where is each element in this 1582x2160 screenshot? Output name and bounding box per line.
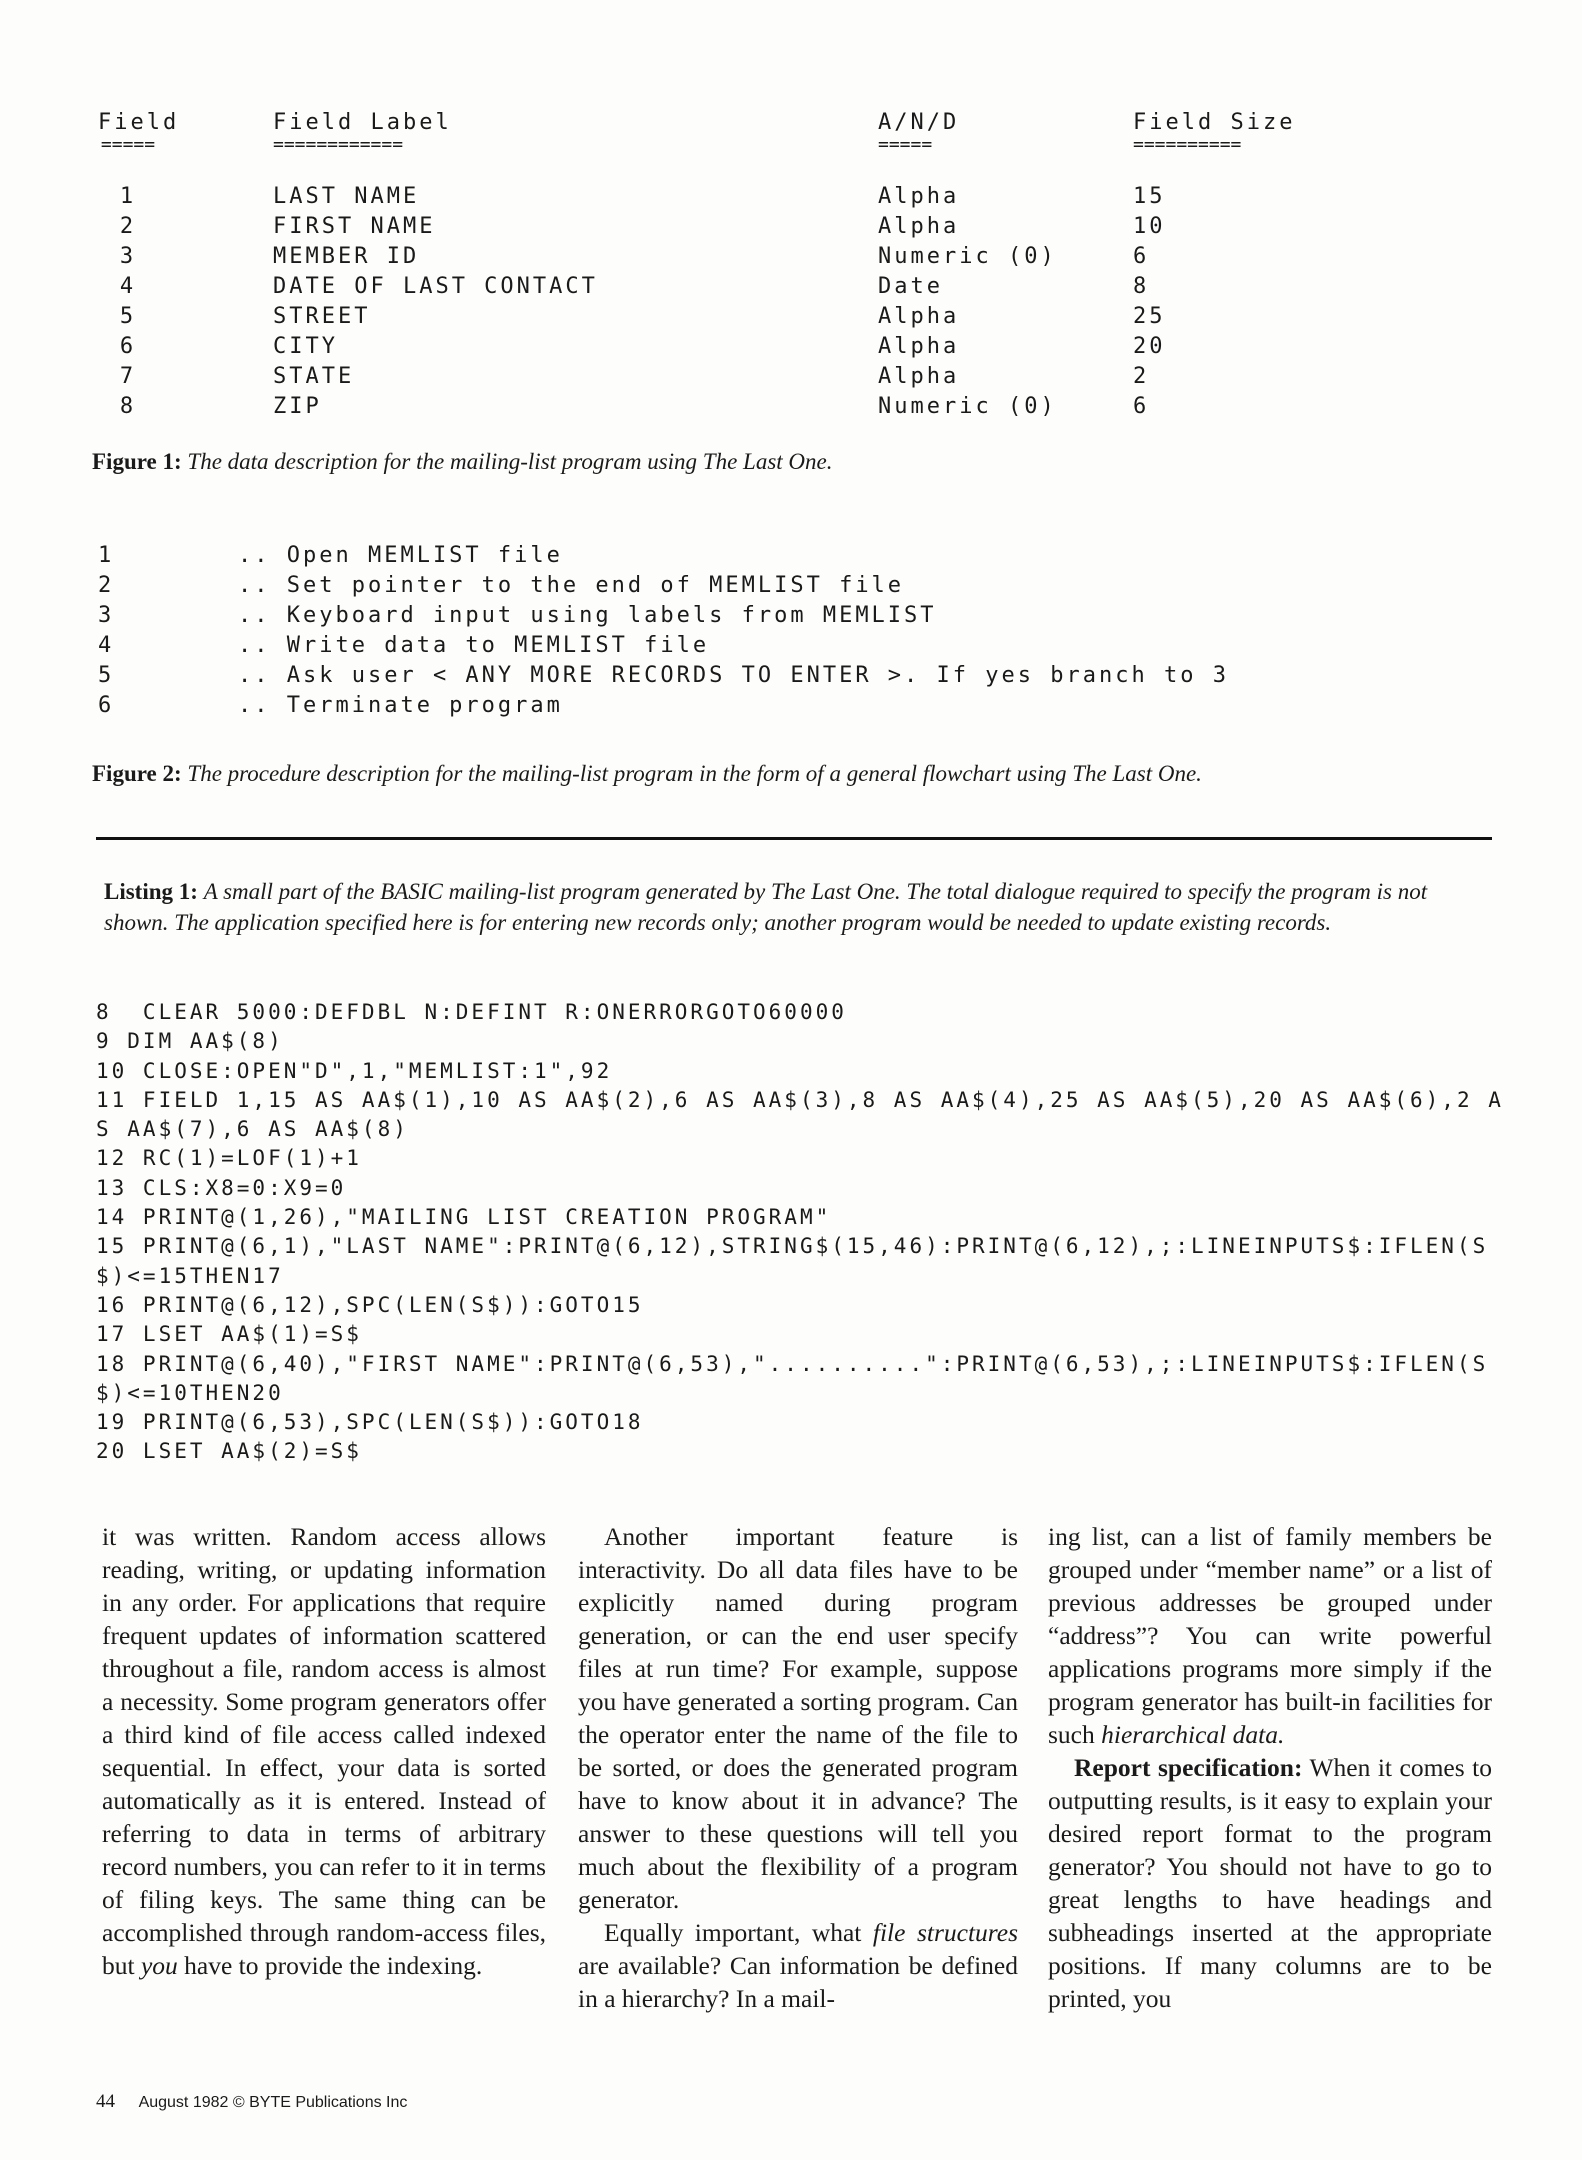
field-type: Numeric (0) [878,244,1057,269]
column-2-paragraph-1: Another important feature is interactivity. Do all data files have to be explicitly named during program generation, or can the end user specify files at run time? For example, suppose you have generated a sorting program. Can the operator enter the name of the file to be sorted, or does the generated program have to know about it in advance? The answer to these questions will tell you much about the flexibility of a program generator. [578,1522,1018,1914]
table-row [98,274,1338,304]
field-type: Alpha [878,304,960,329]
field-number: 5 [119,304,137,329]
code-line: 8 CLEAR 5000:DEFDBL N:DEFINT R:ONERRORGOTO60000 [96,1000,847,1024]
field-type: Alpha [878,334,960,359]
field-label: ZIP [273,394,322,419]
field-type: Numeric (0) [878,394,1057,419]
table-row [98,394,1338,424]
column-3-p2-text: When it comes to outputting results, is it easy to explain your desired report format to the program generator? You should not have to go to great lengths to have headings and subheadings inserted at the appropriate positions. If many columns are to be printed, you [1048,1753,1492,2013]
figure-1-rows [98,184,1338,424]
body-column-1 [102,1520,546,1982]
field-type: Alpha [878,214,960,239]
field-label: FIRST NAME [273,214,436,239]
page-number: 44 [96,2091,115,2112]
field-size: 8 [1133,274,1150,299]
field-size: 10 [1133,214,1166,239]
figure-2-caption-label: Figure 2: [92,761,182,786]
column-3-p1-text: ing list, can a list of family members be grouped under “member name” or a list of previous addresses be grouped under “address”? You can write powerful applications programs more simply if the program generator has built-in facilities for such [1048,1522,1492,1749]
column-2-p2-text: Equally important, what [604,1918,862,1947]
listing-1-caption [104,876,1494,938]
step-text: .. Ask user < ANY MORE RECORDS TO ENTER >. If yes branch to 3 [238,663,1229,688]
field-size: 6 [1133,244,1150,269]
code-line: 10 CLOSE:OPEN"D",1,"MEMLIST:1",92 [96,1058,613,1083]
field-label: LAST NAME [273,184,420,209]
column-2-p2-text-end: are available? Can information be defined in a hierarchy? In a mail- [578,1951,1018,2013]
underline-field-label: ============ [273,134,404,155]
table-row [98,304,1338,334]
field-number: 4 [119,274,137,299]
code-line: 14 PRINT@(1,26),"MAILING LIST CREATION PROGRAM" [96,1205,832,1230]
header-field-size: Field Size [1133,110,1296,135]
figure-1-caption-text: The data description for the mailing-list program using The Last One. [187,449,833,474]
table-row [98,334,1338,364]
figure-1-caption-label: Figure 1: [92,449,182,474]
code-line: 20 LSET AA$(2)=S$ [96,1439,362,1464]
column-3-paragraph-2 [1048,1751,1492,2015]
list-item [98,693,1398,723]
code-line: 19 PRINT@(6,53),SPC(LEN(S$)):GOTO18 [96,1410,644,1435]
figure-1-caption [92,446,832,477]
code-line: 17 LSET AA$(1)=S$ [96,1322,362,1347]
body-column-2 [578,1520,1018,2015]
code-line: 9 DIM AA$(8) [96,1029,284,1054]
field-size: 2 [1133,364,1150,389]
code-line: 15 PRINT@(6,1),"LAST NAME":PRINT@(6,12),STRING$(15,46):PRINT@(6,12),;:LINEINPUTS$:IFLEN(S$)<=15THEN17 [96,1234,1489,1288]
step-number: 5 [98,663,115,688]
list-item [98,543,1398,573]
field-label: STATE [273,364,355,389]
code-line: 13 CLS:X8=0:X9=0 [96,1175,347,1200]
column-3-paragraph-1 [1048,1520,1492,1751]
figure-2-caption [92,758,1202,789]
underline-field: ===== [100,134,156,155]
field-number: 2 [119,214,137,239]
header-field-label: Field Label [273,110,452,135]
field-number: 6 [119,334,137,359]
column-1-text-end: have to provide the indexing. [184,1951,483,1980]
field-type: Date [878,274,943,299]
listing-1-caption-text: A small part of the BASIC mailing-list program generated by The Last One. The total dialogue required to specify the program is not shown. The application specified here is for entering new records only; another program would be needed to update existing records. [104,879,1428,935]
field-number: 7 [119,364,137,389]
field-number: 3 [119,244,137,269]
code-line: 11 FIELD 1,15 AS AA$(1),10 AS AA$(2),6 AS AA$(3),8 AS AA$(4),25 AS AA$(5),20 AS AA$(6),2 AS AA$(7),6 AS AA$(8) [96,1087,1504,1142]
step-text: .. Write data to MEMLIST file [238,633,710,658]
field-size: 15 [1133,184,1166,209]
list-item [98,573,1398,603]
field-type: Alpha [878,364,960,389]
step-text: .. Open MEMLIST file [238,543,563,568]
step-number: 6 [98,693,115,718]
column-2-p2-emphasis: file structures [872,1918,1019,1947]
step-text: .. Keyboard input using labels from MEMLIST [238,603,937,628]
step-number: 2 [98,573,115,598]
table-row [98,244,1338,274]
step-text: .. Terminate program [238,693,563,718]
field-size: 20 [1133,334,1166,359]
list-item [98,603,1398,633]
code-line: 16 PRINT@(6,12),SPC(LEN(S$)):GOTO15 [96,1292,644,1317]
section-divider [96,837,1492,840]
figure-1-underline-row [98,134,1338,160]
report-specification-heading: Report specification: [1074,1753,1303,1782]
field-number: 8 [119,394,137,419]
column-1-text: it was written. Random access allows reading, writing, or updating information in any order. For applications that require frequent updates of information scattered throughout a file, random access is almost a necessity. Some program generators offer a third kind of file access called indexed sequential. In effect, your data is sorted automatically as it is entered. Instead of referring to data in terms of arbitrary record numbers, you can refer to it in terms of filing keys. The same thing can be accomplished through random-access files, but [102,1522,546,1980]
list-item [98,633,1398,663]
step-number: 3 [98,603,115,628]
field-size: 25 [1133,304,1166,329]
figure-1 [98,110,1338,424]
figure-1-header-row [98,110,1338,134]
step-number: 4 [98,633,115,658]
code-line: 18 PRINT@(6,40),"FIRST NAME":PRINT@(6,53),"..........":PRINT@(6,53),;:LINEINPUTS$:IFLEN(S$)<=10THEN20 [96,1351,1489,1405]
column-3-p1-emphasis: hierarchical data. [1101,1720,1285,1749]
body-column-3 [1048,1520,1492,2015]
header-field: Field [98,110,180,135]
list-item [98,663,1398,693]
figure-2 [98,543,1398,723]
table-row [98,184,1338,214]
figure-2-caption-text: The procedure description for the mailing-list program in the form of a general flowchart using The Last One. [187,761,1202,786]
header-and: A/N/D [878,110,960,135]
column-2-paragraph-2 [578,1916,1018,2015]
field-type: Alpha [878,184,960,209]
footer-text: August 1982 © BYTE Publications Inc [138,2094,408,2111]
table-row [98,364,1338,394]
column-1-emphasis: you [140,1951,178,1980]
step-number: 1 [98,543,115,568]
underline-and: ===== [878,134,933,155]
code-line: 12 RC(1)=LOF(1)+1 [96,1146,362,1171]
step-text: .. Set pointer to the end of MEMLIST file [238,573,905,598]
field-label: CITY [273,334,338,359]
underline-field-size: ========== [1133,134,1242,155]
field-label: STREET [273,304,371,329]
field-number: 1 [119,184,137,209]
listing-1-caption-label: Listing 1: [104,879,198,904]
page-footer [96,2091,407,2113]
table-row [98,214,1338,244]
field-label: MEMBER ID [273,244,420,269]
field-size: 6 [1133,394,1150,419]
field-label: DATE OF LAST CONTACT [273,274,598,299]
listing-1-code [96,998,1516,1467]
